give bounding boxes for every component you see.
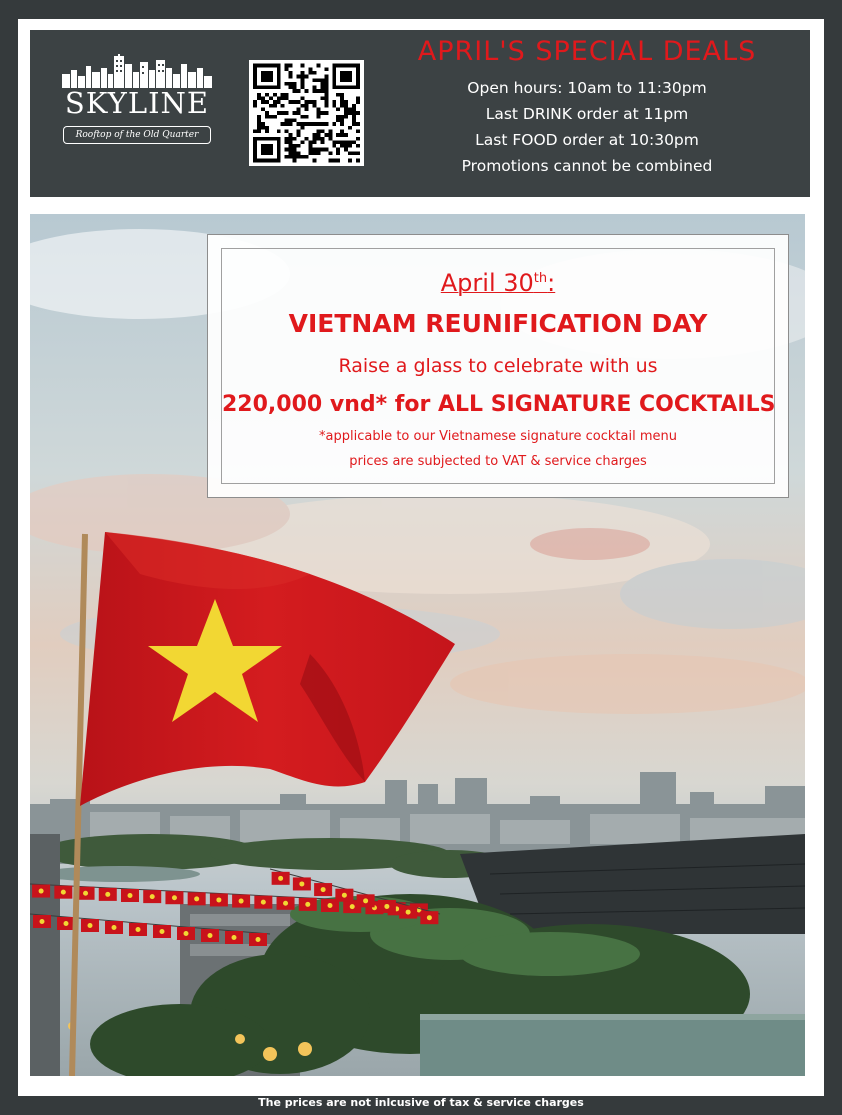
bunting-flag-star: [261, 900, 266, 905]
last-food-line: Last FOOD order at 10:30pm: [475, 131, 699, 149]
promo-date-colon: :: [547, 269, 556, 297]
bunting-flag-star: [172, 895, 177, 900]
bunting-flag-star: [64, 921, 69, 926]
promotions-line: Promotions cannot be combined: [461, 157, 713, 175]
bunting-flag-star: [88, 923, 93, 928]
bunting-flag-star: [83, 891, 88, 896]
promo-box: [207, 234, 789, 498]
bunting-flag-star: [39, 889, 44, 894]
bunting-flag-star: [363, 898, 368, 903]
qr-code-icon[interactable]: [249, 60, 364, 166]
promo-note-applicable: *applicable to our Vietnamese signature cocktail menu: [319, 429, 677, 444]
bunting-flag-star: [150, 894, 155, 899]
logo-name: SKYLINE: [64, 86, 210, 120]
bunting-flag-star: [208, 933, 213, 938]
bunting-flag-star: [232, 935, 237, 940]
promo-note-vat: prices are subjected to VAT & service charges: [349, 454, 647, 469]
bunting-flag-star: [384, 904, 389, 909]
promo-inner-frame: [221, 248, 775, 484]
bunting-flag-star: [299, 881, 304, 886]
footer-note: The prices are not inlcusive of tax & service charges: [258, 1096, 584, 1109]
promo-date-main: April 30: [440, 269, 534, 297]
promo-date: [222, 269, 774, 297]
bunting-flag-star: [256, 937, 261, 942]
bunting-flag-star: [283, 901, 288, 906]
bunting-flag-star: [128, 893, 133, 898]
promo-tagline: Raise a glass to celebrate with us: [338, 355, 658, 377]
bunting-flag-star: [136, 927, 141, 932]
header-banner: [30, 30, 810, 197]
bunting-flag-star: [194, 896, 199, 901]
bunting-flag-star: [350, 904, 355, 909]
last-drink-line: Last DRINK order at 11pm: [485, 105, 689, 123]
bunting-flag-star: [61, 890, 66, 895]
bunting-flag-star: [160, 929, 165, 934]
bunting-flag-star: [112, 925, 117, 930]
city-skyline-logo-icon: [60, 54, 214, 88]
promo-price: 220,000 vnd* for ALL SIGNATURE COCKTAILS: [222, 392, 776, 417]
bunting-flag-star: [40, 919, 45, 924]
bunting-flag-star: [427, 915, 432, 920]
bunting-flag-star: [216, 897, 221, 902]
skyline-logo: [60, 54, 214, 146]
bunting-flag-star: [406, 910, 411, 915]
bunting-flag-star: [305, 902, 310, 907]
bunting-flag-star: [239, 899, 244, 904]
bunting-flag-star: [278, 876, 283, 881]
open-hours-line: Open hours: 10am to 11:30pm: [467, 79, 707, 97]
bunting-flag-star: [184, 931, 189, 936]
logo-tagline: Rooftop of the Old Quarter: [63, 126, 211, 144]
deals-title: APRIL'S SPECIAL DEALS: [417, 36, 757, 67]
bunting-flag-star: [342, 893, 347, 898]
bunting-flag-star: [328, 903, 333, 908]
promo-date-suffix: th: [533, 271, 548, 286]
bunting-flag-star: [105, 892, 110, 897]
promo-event-title: VIETNAM REUNIFICATION DAY: [288, 309, 708, 338]
bunting-flag-star: [321, 887, 326, 892]
